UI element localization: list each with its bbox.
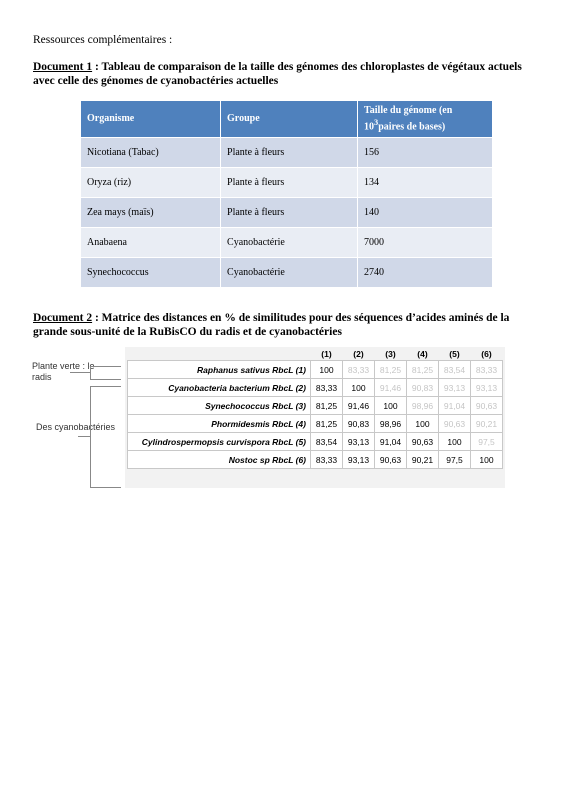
table-header-row — [81, 101, 492, 138]
matrix-cell: 98,96 — [407, 397, 439, 415]
matrix-cell: 93,13 — [343, 433, 375, 451]
matrix-cell: 97,5 — [471, 433, 503, 451]
matrix-col-header: (6) — [471, 347, 503, 361]
matrix-cell: 100 — [311, 361, 343, 379]
cell-organism: Anabaena — [81, 228, 221, 258]
matrix-row — [128, 361, 503, 379]
cell-group: Plante à fleurs — [221, 198, 358, 228]
plant-brace-tick — [70, 372, 90, 373]
matrix-row — [128, 379, 503, 397]
cell-group: Cyanobactérie — [221, 258, 358, 288]
cell-organism: Synechococcus — [81, 258, 221, 288]
matrix-cell: 83,54 — [311, 433, 343, 451]
cell-size: 156 — [358, 138, 492, 168]
matrix-row-name: Nostoc sp RbcL (6) — [128, 451, 311, 469]
matrix-cell: 100 — [407, 415, 439, 433]
matrix-row — [128, 397, 503, 415]
matrix-cell: 91,04 — [439, 397, 471, 415]
matrix-row — [128, 451, 503, 469]
document-1-label: Document 1 — [33, 61, 93, 73]
cell-group: Cyanobactérie — [221, 228, 358, 258]
matrix-cell: 93,13 — [439, 379, 471, 397]
cell-organism: Nicotiana (Tabac) — [81, 138, 221, 168]
document-2-label: Document 2 — [33, 312, 93, 324]
matrix-cell: 100 — [439, 433, 471, 451]
matrix-cell: 81,25 — [407, 361, 439, 379]
matrix-cell: 90,63 — [471, 397, 503, 415]
document-1-caption: : Tableau de comparaison de la taille des génomes des chloroplastes de végétaux actuels avec celle des génomes de cyanobactéries actuelles — [33, 61, 522, 87]
cyano-brace-tick — [78, 436, 90, 437]
header-group: Groupe — [221, 101, 358, 138]
matrix-cell: 93,13 — [343, 451, 375, 469]
matrix-cell: 91,46 — [375, 379, 407, 397]
table-row — [81, 198, 492, 228]
header-size-exponent: 3 — [374, 118, 379, 127]
document-2-caption: : Matrice des distances en % de similitudes pour des séquences d’acides aminés de la grande sous-unité de la RuBisCO du radis et de cyanobactéries — [33, 312, 510, 338]
cell-organism: Oryza (riz) — [81, 168, 221, 198]
matrix-cell: 97,5 — [439, 451, 471, 469]
matrix-cell: 90,63 — [407, 433, 439, 451]
table-row — [81, 138, 492, 168]
plant-group-brace — [90, 366, 121, 380]
cell-size: 134 — [358, 168, 492, 198]
cell-size: 2740 — [358, 258, 492, 288]
matrix-cell: 91,46 — [343, 397, 375, 415]
matrix-cell: 90,83 — [343, 415, 375, 433]
genome-size-table — [81, 101, 492, 287]
matrix-cell: 83,33 — [471, 361, 503, 379]
matrix-corner — [128, 347, 311, 361]
plant-group-label: Plante verte : le radis — [32, 361, 95, 382]
matrix-col-header: (3) — [375, 347, 407, 361]
cyanobacteria-group-label: Des cyanobactéries — [36, 422, 116, 432]
matrix-header-row — [128, 347, 503, 361]
matrix-row-name: Cylindrospermopsis curvispora RbcL (5) — [128, 433, 311, 451]
cell-size: 7000 — [358, 228, 492, 258]
matrix-col-header: (5) — [439, 347, 471, 361]
matrix-cell: 83,54 — [439, 361, 471, 379]
cell-group: Plante à fleurs — [221, 168, 358, 198]
document-1-title — [33, 60, 533, 88]
matrix-col-header: (1) — [311, 347, 343, 361]
intro-text: Ressources complémentaires : — [33, 34, 173, 46]
matrix-row — [128, 415, 503, 433]
matrix-row-name: Raphanus sativus RbcL (1) — [128, 361, 311, 379]
matrix-row-name: Cyanobacteria bacterium RbcL (2) — [128, 379, 311, 397]
table-row — [81, 258, 492, 288]
matrix-cell: 98,96 — [375, 415, 407, 433]
table-row — [81, 228, 492, 258]
matrix-cell: 90,21 — [407, 451, 439, 469]
matrix-cell: 100 — [343, 379, 375, 397]
cyanobacteria-group-brace — [90, 386, 121, 488]
matrix-cell: 81,25 — [311, 397, 343, 415]
matrix-cell: 90,21 — [471, 415, 503, 433]
matrix-col-header: (2) — [343, 347, 375, 361]
header-size-part-b: paires de bases) — [378, 121, 446, 133]
matrix-cell: 90,63 — [375, 451, 407, 469]
matrix-cell: 90,83 — [407, 379, 439, 397]
matrix-cell: 90,63 — [439, 415, 471, 433]
cell-size: 140 — [358, 198, 492, 228]
matrix-cell: 83,33 — [343, 361, 375, 379]
cell-group: Plante à fleurs — [221, 138, 358, 168]
matrix-cell: 83,33 — [311, 379, 343, 397]
header-size-part-a: Taille du génome (en 10 — [364, 105, 453, 133]
header-genome-size — [358, 101, 492, 138]
cell-organism: Zea mays (maïs) — [81, 198, 221, 228]
matrix-row-name: Phormidesmis RbcL (4) — [128, 415, 311, 433]
matrix-col-header: (4) — [407, 347, 439, 361]
matrix-cell: 93,13 — [471, 379, 503, 397]
matrix-cell: 83,33 — [311, 451, 343, 469]
matrix-cell: 81,25 — [311, 415, 343, 433]
matrix-cell: 81,25 — [375, 361, 407, 379]
matrix-cell: 91,04 — [375, 433, 407, 451]
matrix-cell: 100 — [375, 397, 407, 415]
matrix-row — [128, 433, 503, 451]
document-2-title — [33, 311, 533, 339]
similarity-matrix — [127, 347, 503, 469]
matrix-cell: 100 — [471, 451, 503, 469]
matrix-row-name: Synechococcus RbcL (3) — [128, 397, 311, 415]
table-row — [81, 168, 492, 198]
header-organism: Organisme — [81, 101, 221, 138]
